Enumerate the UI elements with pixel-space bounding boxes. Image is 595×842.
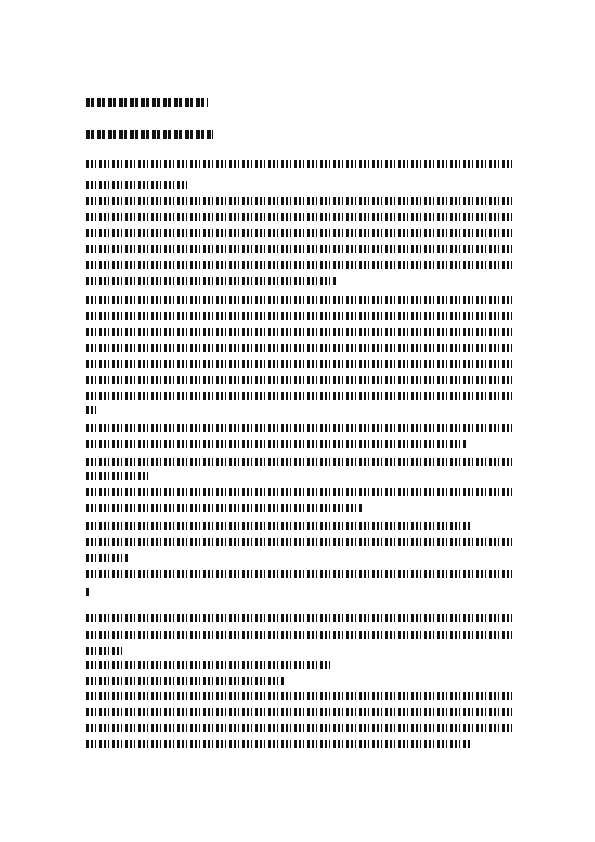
text-line <box>86 724 512 732</box>
text-line <box>86 296 512 304</box>
text-line <box>86 458 512 466</box>
text-line <box>86 472 148 480</box>
text-line <box>86 229 512 237</box>
text-line <box>86 424 512 432</box>
text-line <box>86 538 512 546</box>
text-line <box>86 392 512 400</box>
text-line <box>86 488 512 496</box>
document-subtitle <box>86 130 213 139</box>
text-line <box>86 440 466 448</box>
text-line <box>86 181 190 189</box>
text-line <box>86 406 98 414</box>
text-line <box>86 740 470 748</box>
text-line <box>86 360 512 368</box>
text-line <box>86 554 128 562</box>
text-line <box>86 677 284 685</box>
text-line <box>86 261 512 269</box>
text-line <box>86 245 512 253</box>
text-line <box>86 213 512 221</box>
text-line <box>86 344 512 352</box>
text-line <box>86 197 512 205</box>
text-line <box>86 614 512 622</box>
text-line <box>86 692 512 700</box>
text-line <box>86 631 512 639</box>
text-line <box>86 312 512 320</box>
text-line <box>86 277 338 285</box>
text-line <box>86 570 512 578</box>
document-title <box>86 98 208 107</box>
text-line <box>86 522 472 530</box>
text-line <box>86 647 124 655</box>
text-line <box>86 376 512 384</box>
text-line <box>86 708 512 716</box>
text-line <box>86 160 512 168</box>
text-line <box>86 504 364 512</box>
text-line <box>86 588 91 596</box>
text-line <box>86 661 330 669</box>
text-line <box>86 328 512 336</box>
